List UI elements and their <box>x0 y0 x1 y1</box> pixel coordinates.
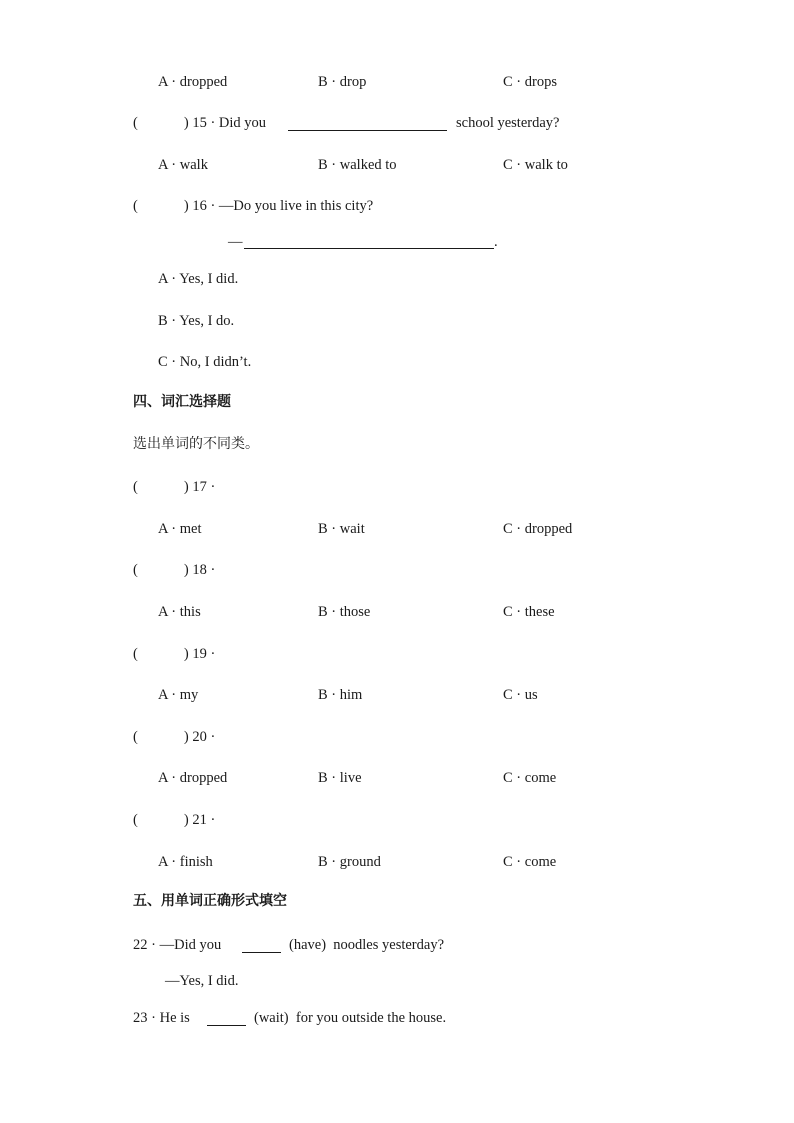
question-23-tail: (wait) for you outside the house. <box>254 1010 447 1026</box>
option-c: C · come <box>503 770 557 786</box>
option-a: A · dropped <box>158 74 228 90</box>
option-a: A · Yes, I did. <box>158 271 239 287</box>
question-15-tail: school yesterday? <box>456 115 560 131</box>
answer-blank[interactable] <box>288 130 447 131</box>
option-b: B · Yes, I do. <box>158 313 235 329</box>
question-16: ( ) 16 · —Do you live in this city? <box>133 198 374 214</box>
option-b: B · him <box>318 687 363 703</box>
option-c: C · drops <box>503 74 557 90</box>
option-c: C · these <box>503 604 555 620</box>
option-b: B · live <box>318 770 362 786</box>
reply-dash: — <box>228 234 243 250</box>
section-title: 四、词汇选择题 <box>133 394 231 410</box>
question-19: ( ) 19 · <box>133 646 216 662</box>
question-17: ( ) 17 · <box>133 479 216 495</box>
question-15: ( ) 15 · Did you <box>133 115 267 131</box>
option-c: C · come <box>503 854 557 870</box>
question-20: ( ) 20 · <box>133 729 216 745</box>
answer-blank[interactable] <box>244 248 494 249</box>
option-a: A · met <box>158 521 202 537</box>
question-22-tail: (have) noodles yesterday? <box>289 937 445 953</box>
question-21: ( ) 21 · <box>133 812 216 828</box>
reply-end: . <box>494 234 498 250</box>
option-c: C · No, I didn’t. <box>158 354 252 370</box>
option-c: C · walk to <box>503 157 568 173</box>
option-b: B · wait <box>318 521 365 537</box>
question-18: ( ) 18 · <box>133 562 216 578</box>
option-b: B · walked to <box>318 157 397 173</box>
section-title: 五、用单词正确形式填空 <box>133 893 287 909</box>
question-22: 22 · —Did you <box>133 937 222 953</box>
option-c: C · dropped <box>503 521 573 537</box>
option-b: B · drop <box>318 74 367 90</box>
answer-blank[interactable] <box>242 952 281 953</box>
option-c: C · us <box>503 687 538 703</box>
option-a: A · dropped <box>158 770 228 786</box>
option-a: A · this <box>158 604 201 620</box>
question-22-answer: —Yes, I did. <box>165 973 239 989</box>
answer-blank[interactable] <box>207 1025 246 1026</box>
question-23: 23 · He is <box>133 1010 190 1026</box>
option-a: A · my <box>158 687 199 703</box>
option-b: B · ground <box>318 854 381 870</box>
section-instruction: 选出单词的不同类。 <box>133 436 259 452</box>
option-a: A · finish <box>158 854 213 870</box>
option-a: A · walk <box>158 157 208 173</box>
option-b: B · those <box>318 604 371 620</box>
